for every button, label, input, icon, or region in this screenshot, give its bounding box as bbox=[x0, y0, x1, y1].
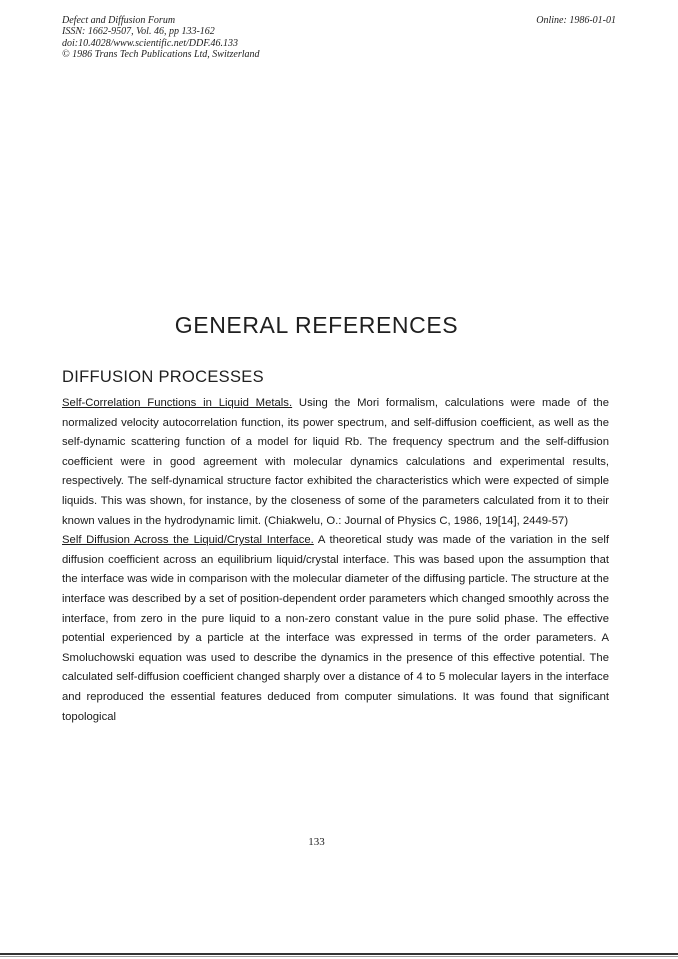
section-heading: DIFFUSION PROCESSES bbox=[62, 368, 264, 386]
page-number: 133 bbox=[308, 836, 325, 848]
reference-entry bbox=[62, 531, 609, 727]
doi-line: doi:10.4028/www.scientific.net/DDF.46.133 bbox=[62, 37, 239, 49]
publication-info bbox=[62, 15, 260, 61]
reference-abstract: Using the Mori formalism, calculations were made of the normalized velocity autocorrelation function, its power spectrum, and self-diffusion coefficient, as well as the self-dynamic scattering function of a model for liquid Rb. The frequency spectrum and the self-diffusion coefficient were in good agreement with molecular dynamics calculations and experimental results, respectively. The self-dynamical structure factor exhibited the characteristics which were expected of simple liquids. This was shown, for instance, by the closeness of some of the parameters calculated from it to their known values in the hydrodynamic limit. (Chiakwelu, O.: Journal of Physics C, 1986, 19[14], 2449-57) bbox=[62, 397, 609, 527]
footer-rule bbox=[0, 953, 678, 955]
page-title: GENERAL REFERENCES bbox=[174, 312, 459, 338]
references-body bbox=[62, 394, 609, 727]
online-date: Online: 1986-01-01 bbox=[536, 15, 616, 26]
reference-title: Self Diffusion Across the Liquid/Crystal Interface. bbox=[62, 534, 314, 547]
reference-abstract: A theoretical study was made of the variation in the self diffusion coefficient across an equilibrium liquid/crystal interface. This was based upon the assumption that the interface was wide in comparison with the molecular diameter of the diffusing particle. The structure at the interface was described by a set of position-dependent order parameters which changed smoothly across the interface, from zero in the pure liquid to a non-zero constant value in the pure solid phase. The effective potential experienced by a particle at the interface was expressed in terms of the order parameters. A Smoluchowski equation was used to describe the dynamics in the presence of this effective potential. The calculated self-diffusion coefficient changed sharply over a distance of 4 to 5 molecular layers in the interface and reproduced the essential features deduced from computer simulations. It was found that significant topological bbox=[62, 534, 610, 723]
footer-rule-thin bbox=[0, 956, 678, 957]
reference-title: Self-Correlation Functions in Liquid Metals. bbox=[62, 397, 293, 409]
copyright-line: © 1986 Trans Tech Publications Ltd, Switzerland bbox=[62, 49, 260, 61]
reference-entry bbox=[62, 394, 609, 531]
journal-name: Defect and Diffusion Forum bbox=[62, 15, 176, 26]
issn-line: ISSN: 1662-9507, Vol. 46, pp 133-162 bbox=[62, 26, 215, 38]
